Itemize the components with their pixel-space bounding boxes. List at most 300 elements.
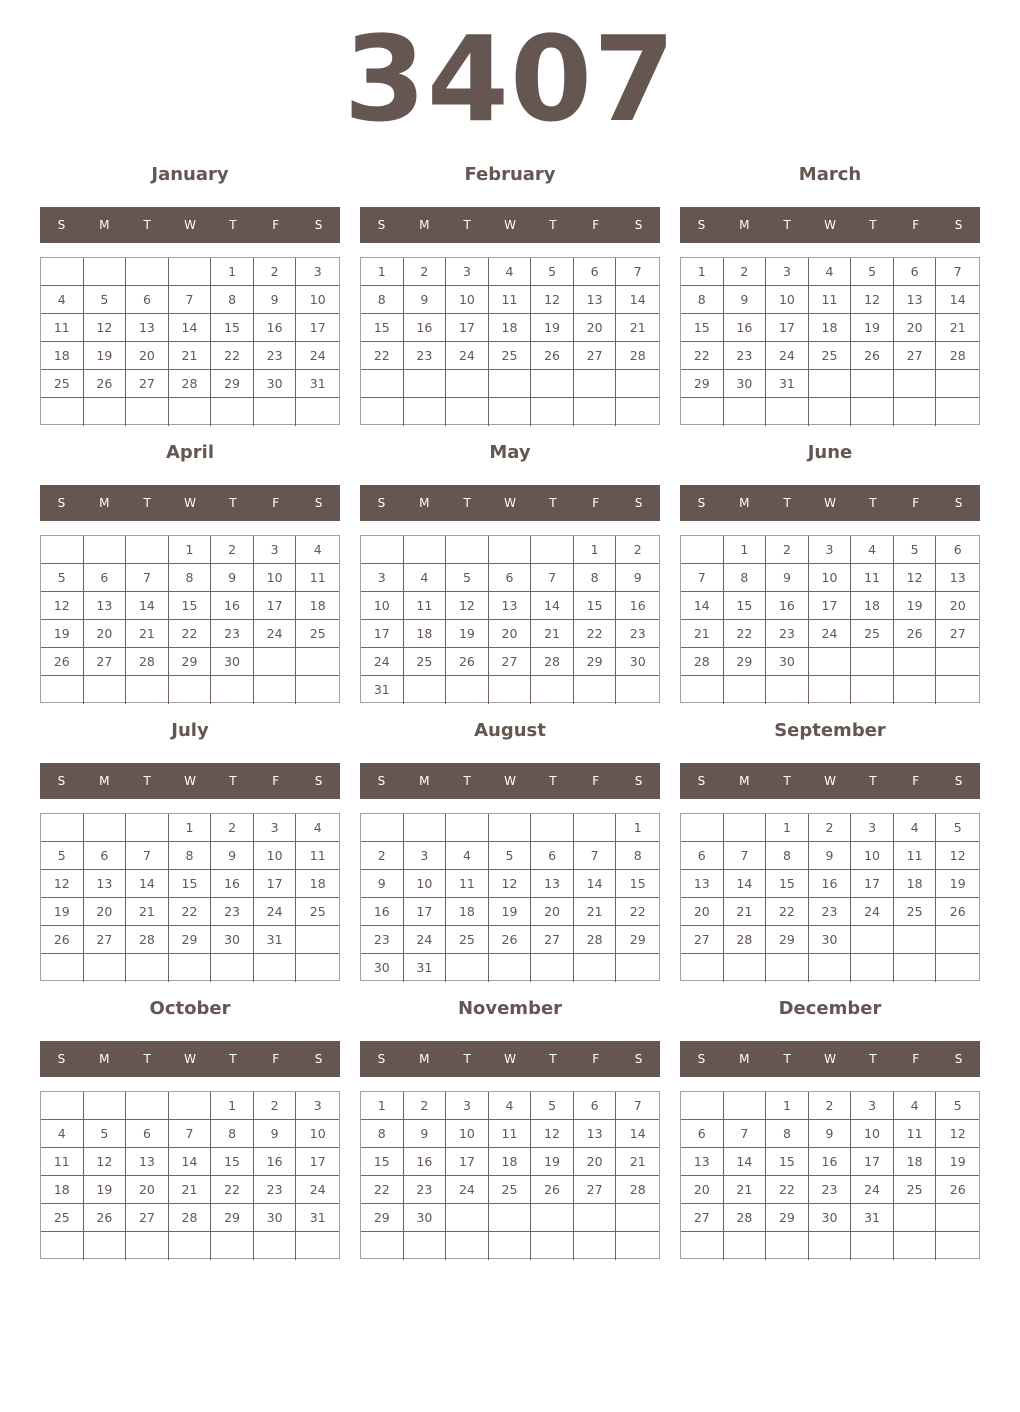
day-cell: 5 <box>84 286 127 314</box>
day-cell: 17 <box>254 592 297 620</box>
day-cell: 9 <box>809 1120 852 1148</box>
day-cell <box>851 398 894 426</box>
day-cell <box>211 398 254 426</box>
day-cell: 2 <box>616 536 659 564</box>
weekday-label: F <box>912 218 920 232</box>
weekday-label: F <box>272 1052 280 1066</box>
day-cell <box>404 536 447 564</box>
day-cell: 22 <box>169 898 212 926</box>
day-cell <box>936 370 979 398</box>
day-cell: 9 <box>616 564 659 592</box>
day-cell <box>724 398 767 426</box>
day-cell: 11 <box>404 592 447 620</box>
weekday-label: F <box>912 1052 920 1066</box>
day-cell: 1 <box>211 1092 254 1120</box>
day-cell: 1 <box>574 536 617 564</box>
day-cell: 15 <box>169 870 212 898</box>
weekday-label: T <box>869 774 877 788</box>
day-cell: 12 <box>894 564 937 592</box>
day-cell: 23 <box>766 620 809 648</box>
day-cell: 1 <box>169 536 212 564</box>
weekday-label: T <box>463 774 471 788</box>
day-cell: 14 <box>936 286 979 314</box>
weekday-label: M <box>739 1052 750 1066</box>
day-cell <box>211 954 254 982</box>
day-cell <box>41 954 84 982</box>
day-cell: 30 <box>361 954 404 982</box>
day-cell: 6 <box>936 536 979 564</box>
day-cell: 2 <box>211 814 254 842</box>
weekday-header <box>40 485 340 521</box>
day-cell: 25 <box>296 620 339 648</box>
day-cell <box>574 1232 617 1260</box>
day-cell <box>574 398 617 426</box>
day-cell: 21 <box>681 620 724 648</box>
day-cell: 21 <box>724 898 767 926</box>
day-cell <box>531 398 574 426</box>
day-cell: 5 <box>936 1092 979 1120</box>
weekday-label: W <box>184 1052 196 1066</box>
day-cell: 25 <box>41 1204 84 1232</box>
day-cell: 10 <box>254 842 297 870</box>
day-cell: 8 <box>361 286 404 314</box>
day-grid <box>40 1091 340 1259</box>
weekday-label: W <box>184 496 196 510</box>
month-title: October <box>149 998 231 1019</box>
day-cell: 20 <box>574 314 617 342</box>
day-cell: 7 <box>724 842 767 870</box>
day-cell: 26 <box>84 370 127 398</box>
day-cell <box>681 1232 724 1260</box>
weekday-label: F <box>912 774 920 788</box>
day-cell: 5 <box>41 842 84 870</box>
weekday-label: T <box>783 774 791 788</box>
weekday-label: S <box>697 774 706 788</box>
day-cell: 22 <box>616 898 659 926</box>
day-cell: 11 <box>894 842 937 870</box>
day-cell: 25 <box>296 898 339 926</box>
day-cell <box>446 370 489 398</box>
day-cell: 17 <box>851 1148 894 1176</box>
day-cell: 30 <box>404 1204 447 1232</box>
day-cell <box>681 814 724 842</box>
weekday-label: T <box>229 496 237 510</box>
day-cell: 18 <box>809 314 852 342</box>
day-cell: 28 <box>531 648 574 676</box>
day-cell <box>724 954 767 982</box>
day-cell: 25 <box>41 370 84 398</box>
day-cell: 29 <box>211 1204 254 1232</box>
day-grid <box>360 1091 660 1259</box>
day-cell: 12 <box>936 1120 979 1148</box>
day-cell: 11 <box>489 1120 532 1148</box>
day-cell: 26 <box>936 898 979 926</box>
day-cell: 19 <box>446 620 489 648</box>
day-cell: 10 <box>254 564 297 592</box>
day-cell <box>296 648 339 676</box>
day-cell: 3 <box>361 564 404 592</box>
day-cell <box>126 398 169 426</box>
day-cell: 22 <box>766 898 809 926</box>
day-cell <box>936 398 979 426</box>
day-cell: 23 <box>809 1176 852 1204</box>
day-cell: 3 <box>851 1092 894 1120</box>
day-cell: 23 <box>254 1176 297 1204</box>
day-cell: 5 <box>894 536 937 564</box>
day-cell: 20 <box>531 898 574 926</box>
day-cell <box>616 676 659 704</box>
day-cell: 15 <box>766 1148 809 1176</box>
day-cell <box>766 954 809 982</box>
weekday-header <box>680 207 980 243</box>
day-cell: 26 <box>84 1204 127 1232</box>
day-cell <box>531 536 574 564</box>
day-cell: 23 <box>809 898 852 926</box>
weekday-label: M <box>419 218 430 232</box>
day-cell <box>936 1204 979 1232</box>
day-cell: 6 <box>84 564 127 592</box>
day-cell <box>681 398 724 426</box>
day-cell <box>616 954 659 982</box>
day-cell: 12 <box>531 1120 574 1148</box>
day-cell: 13 <box>126 314 169 342</box>
weekday-label: M <box>99 218 110 232</box>
day-cell: 16 <box>361 898 404 926</box>
day-cell <box>574 954 617 982</box>
day-cell: 4 <box>446 842 489 870</box>
day-cell: 9 <box>404 1120 447 1148</box>
day-cell <box>894 1204 937 1232</box>
day-cell: 9 <box>766 564 809 592</box>
day-cell <box>84 398 127 426</box>
day-cell: 15 <box>616 870 659 898</box>
day-cell: 27 <box>126 370 169 398</box>
day-cell: 5 <box>936 814 979 842</box>
day-cell: 2 <box>404 258 447 286</box>
day-cell: 1 <box>766 814 809 842</box>
day-cell: 10 <box>446 286 489 314</box>
day-cell: 12 <box>489 870 532 898</box>
day-cell: 20 <box>894 314 937 342</box>
day-cell: 24 <box>766 342 809 370</box>
day-cell: 17 <box>809 592 852 620</box>
day-cell <box>681 676 724 704</box>
day-cell: 11 <box>446 870 489 898</box>
day-cell: 24 <box>851 898 894 926</box>
day-cell: 19 <box>894 592 937 620</box>
day-cell <box>894 676 937 704</box>
day-cell <box>446 676 489 704</box>
day-cell: 20 <box>489 620 532 648</box>
weekday-label: F <box>272 218 280 232</box>
weekday-header <box>360 207 660 243</box>
day-cell: 15 <box>724 592 767 620</box>
day-cell: 4 <box>296 536 339 564</box>
day-cell <box>296 926 339 954</box>
day-cell: 28 <box>126 926 169 954</box>
day-cell <box>616 1204 659 1232</box>
weekday-label: M <box>739 218 750 232</box>
weekday-label: T <box>229 1052 237 1066</box>
weekday-label: S <box>634 774 643 788</box>
day-cell <box>84 1092 127 1120</box>
day-cell <box>296 676 339 704</box>
day-cell: 11 <box>851 564 894 592</box>
day-cell <box>296 1232 339 1260</box>
day-cell: 26 <box>489 926 532 954</box>
day-cell: 10 <box>296 1120 339 1148</box>
day-cell: 4 <box>894 814 937 842</box>
day-cell: 21 <box>616 1148 659 1176</box>
day-cell <box>574 814 617 842</box>
day-cell: 16 <box>211 592 254 620</box>
day-cell <box>574 370 617 398</box>
weekday-label: S <box>57 1052 66 1066</box>
day-cell: 8 <box>681 286 724 314</box>
day-grid <box>360 813 660 981</box>
weekday-label: F <box>912 496 920 510</box>
weekday-label: T <box>783 218 791 232</box>
day-cell <box>489 954 532 982</box>
day-cell: 16 <box>404 1148 447 1176</box>
day-cell: 1 <box>361 1092 404 1120</box>
day-cell: 13 <box>574 286 617 314</box>
weekday-header <box>680 1041 980 1077</box>
weekday-label: W <box>504 218 516 232</box>
day-cell: 25 <box>894 1176 937 1204</box>
weekday-label: T <box>229 218 237 232</box>
day-cell: 4 <box>404 564 447 592</box>
day-cell: 29 <box>766 1204 809 1232</box>
day-cell: 22 <box>574 620 617 648</box>
day-cell: 7 <box>724 1120 767 1148</box>
day-cell: 14 <box>616 1120 659 1148</box>
day-cell: 2 <box>724 258 767 286</box>
day-cell: 16 <box>254 1148 297 1176</box>
day-cell: 15 <box>169 592 212 620</box>
day-cell <box>724 1232 767 1260</box>
day-cell: 10 <box>361 592 404 620</box>
weekday-label: T <box>143 1052 151 1066</box>
day-cell <box>84 536 127 564</box>
weekday-label: T <box>143 218 151 232</box>
day-cell: 27 <box>681 926 724 954</box>
day-cell: 26 <box>41 648 84 676</box>
day-cell: 27 <box>531 926 574 954</box>
day-cell: 16 <box>809 1148 852 1176</box>
day-cell <box>531 676 574 704</box>
day-cell: 7 <box>169 1120 212 1148</box>
weekday-label: T <box>463 1052 471 1066</box>
day-cell <box>361 370 404 398</box>
weekday-label: S <box>57 218 66 232</box>
day-cell: 24 <box>446 342 489 370</box>
day-cell: 6 <box>574 1092 617 1120</box>
day-cell: 11 <box>809 286 852 314</box>
day-cell: 25 <box>489 1176 532 1204</box>
day-cell: 4 <box>489 1092 532 1120</box>
weekday-label: W <box>504 774 516 788</box>
day-cell <box>894 370 937 398</box>
day-cell: 5 <box>531 1092 574 1120</box>
weekday-label: M <box>99 774 110 788</box>
day-cell: 12 <box>446 592 489 620</box>
day-cell: 8 <box>766 842 809 870</box>
day-cell: 27 <box>894 342 937 370</box>
day-cell: 24 <box>296 342 339 370</box>
day-cell: 24 <box>446 1176 489 1204</box>
day-cell: 28 <box>126 648 169 676</box>
day-cell <box>851 1232 894 1260</box>
day-cell: 7 <box>126 564 169 592</box>
day-grid <box>680 535 980 703</box>
day-cell: 16 <box>211 870 254 898</box>
day-cell: 1 <box>616 814 659 842</box>
day-cell: 21 <box>574 898 617 926</box>
day-cell: 9 <box>809 842 852 870</box>
day-grid <box>40 257 340 425</box>
day-cell: 14 <box>169 314 212 342</box>
day-cell: 6 <box>894 258 937 286</box>
day-cell <box>724 1092 767 1120</box>
day-cell: 14 <box>531 592 574 620</box>
day-cell <box>851 370 894 398</box>
weekday-label: T <box>463 496 471 510</box>
day-cell: 7 <box>531 564 574 592</box>
day-cell: 26 <box>851 342 894 370</box>
day-cell <box>126 814 169 842</box>
day-cell: 21 <box>126 620 169 648</box>
day-cell <box>84 1232 127 1260</box>
day-cell: 23 <box>211 898 254 926</box>
day-cell <box>616 398 659 426</box>
day-cell <box>41 814 84 842</box>
day-cell: 17 <box>296 314 339 342</box>
day-cell: 3 <box>296 258 339 286</box>
month-title: June <box>807 442 853 463</box>
day-grid <box>680 1091 980 1259</box>
day-cell <box>681 536 724 564</box>
day-cell: 30 <box>766 648 809 676</box>
day-cell: 21 <box>531 620 574 648</box>
day-cell: 3 <box>446 258 489 286</box>
day-cell: 1 <box>681 258 724 286</box>
weekday-label: T <box>229 774 237 788</box>
day-cell <box>851 676 894 704</box>
day-cell: 24 <box>404 926 447 954</box>
month-title: April <box>165 442 215 463</box>
day-cell: 20 <box>84 898 127 926</box>
day-cell <box>851 648 894 676</box>
day-cell: 31 <box>766 370 809 398</box>
day-cell: 11 <box>296 842 339 870</box>
day-cell: 25 <box>851 620 894 648</box>
day-cell: 21 <box>169 342 212 370</box>
day-cell: 6 <box>531 842 574 870</box>
day-cell: 18 <box>446 898 489 926</box>
day-cell: 28 <box>169 370 212 398</box>
weekday-label: W <box>184 774 196 788</box>
day-cell: 16 <box>616 592 659 620</box>
weekday-header <box>680 763 980 799</box>
day-cell <box>766 676 809 704</box>
day-cell <box>894 398 937 426</box>
day-cell: 8 <box>169 842 212 870</box>
day-cell <box>254 1232 297 1260</box>
day-cell: 23 <box>211 620 254 648</box>
day-cell: 7 <box>936 258 979 286</box>
weekday-label: S <box>377 496 386 510</box>
day-cell: 5 <box>446 564 489 592</box>
day-cell: 5 <box>851 258 894 286</box>
day-cell <box>489 676 532 704</box>
day-cell <box>936 954 979 982</box>
day-cell <box>169 398 212 426</box>
month-title: August <box>474 720 546 741</box>
day-cell: 11 <box>41 314 84 342</box>
day-cell <box>936 1232 979 1260</box>
day-cell: 21 <box>126 898 169 926</box>
weekday-label: S <box>377 774 386 788</box>
day-cell: 13 <box>894 286 937 314</box>
day-cell <box>169 258 212 286</box>
day-cell: 17 <box>446 1148 489 1176</box>
day-cell: 30 <box>211 648 254 676</box>
day-cell: 28 <box>616 1176 659 1204</box>
day-cell <box>531 370 574 398</box>
day-cell: 30 <box>616 648 659 676</box>
weekday-label: F <box>592 1052 600 1066</box>
day-cell: 13 <box>489 592 532 620</box>
day-cell: 4 <box>489 258 532 286</box>
day-cell <box>296 398 339 426</box>
day-cell <box>489 814 532 842</box>
day-cell: 3 <box>446 1092 489 1120</box>
day-cell <box>531 1204 574 1232</box>
day-cell <box>41 1232 84 1260</box>
day-cell: 11 <box>41 1148 84 1176</box>
day-cell: 28 <box>169 1204 212 1232</box>
day-cell: 4 <box>809 258 852 286</box>
day-cell <box>254 648 297 676</box>
day-cell: 11 <box>489 286 532 314</box>
day-cell: 23 <box>361 926 404 954</box>
day-cell <box>681 1092 724 1120</box>
day-cell <box>936 676 979 704</box>
day-cell <box>766 1232 809 1260</box>
day-cell: 15 <box>361 1148 404 1176</box>
day-cell: 3 <box>404 842 447 870</box>
day-cell: 14 <box>574 870 617 898</box>
day-cell: 29 <box>724 648 767 676</box>
day-cell: 26 <box>41 926 84 954</box>
day-cell: 29 <box>574 648 617 676</box>
day-cell <box>361 1232 404 1260</box>
day-cell: 3 <box>254 536 297 564</box>
day-cell: 5 <box>489 842 532 870</box>
day-cell: 29 <box>169 926 212 954</box>
weekday-header <box>40 1041 340 1077</box>
weekday-label: T <box>549 218 557 232</box>
day-cell: 11 <box>894 1120 937 1148</box>
day-cell: 8 <box>574 564 617 592</box>
day-grid <box>360 257 660 425</box>
day-cell: 16 <box>724 314 767 342</box>
day-cell: 31 <box>404 954 447 982</box>
day-cell: 27 <box>489 648 532 676</box>
day-cell: 19 <box>84 342 127 370</box>
day-cell <box>84 814 127 842</box>
